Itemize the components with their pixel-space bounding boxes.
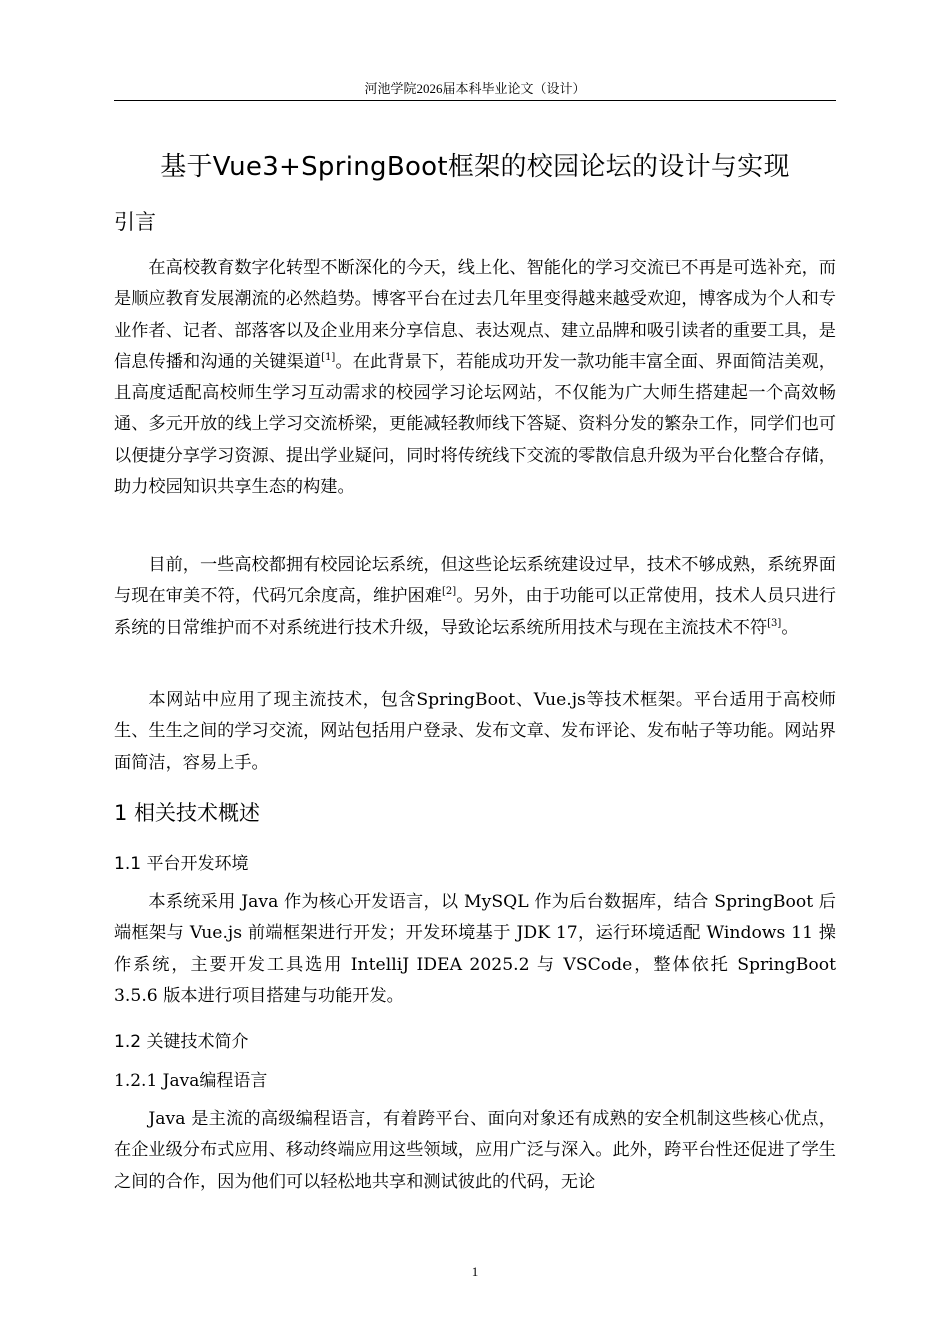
intro-p2-text-mid: 。另外，由于功能可以正常使用，技术人员只进行系统的日常维护而不对系统进行技术升级，导致论坛系统所用技术与现在主流技术不符 xyxy=(114,586,836,638)
intro-paragraph-1 xyxy=(114,253,836,503)
intro-p1-text: 在高校教育数字化转型不断深化的今天，线上化、智能化的学习交流已不再是可选补充，而是顺应教育发展潮流的必然趋势。博客平台在过去几年里变得越来越受欢迎，博客成为个人和专业作者、记者、部落客以及企业用来分享信息、表达观点、建立品牌和吸引读者的重要工具，是信息传播和沟通的关键渠道 xyxy=(114,258,836,372)
section-1-1-paragraph: 本系统采用 Java 作为核心开发语言，以 MySQL 作为后台数据库，结合 SpringBoot 后端框架与 Vue.js 前端框架进行开发；开发环境基于 JDK 17，运行环境适配 Windows 11 操作系统，主要开发工具选用 IntelliJ IDEA 2025.2 与 VSCode，整体依托 SpringBoot 3.5.6 版本进行项目搭建与功能开发。 xyxy=(114,892,836,1006)
section-1-2-1-heading: 1.2.1 Java编程语言 xyxy=(114,1071,268,1091)
section-1-2-1-paragraph: Java 是主流的高级编程语言，有着跨平台、面向对象还有成熟的安全机制这些核心优点，在企业级分布式应用、移动终端应用这些领域，应用广泛与深入。此外，跨平台性还促进了学生之间的合作，因为他们可以轻松地共享和测试彼此的代码，无论 xyxy=(114,1109,836,1192)
section-1-2-heading: 1.2 关键技术简介 xyxy=(114,1032,249,1052)
citation-2: [2] xyxy=(442,586,457,598)
citation-3: [3] xyxy=(767,617,782,629)
section-1-heading: 1 相关技术概述 xyxy=(114,801,261,825)
intro-paragraph-2 xyxy=(114,550,836,644)
intro-paragraph-3: 本网站中应用了现主流技术，包含SpringBoot、Vue.js等技术框架。平台适用于高校师生、生生之间的学习交流，网站包括用户登录、发布文章、发布评论、发布帖子等功能。网站界面简洁，容易上手。 xyxy=(114,690,836,773)
document-title: 基于Vue3+SpringBoot框架的校园论坛的设计与实现 xyxy=(160,152,790,182)
header-rule xyxy=(114,100,836,101)
intro-p1-text-after: 。在此背景下，若能成功开发一款功能丰富全面、界面简洁美观，且高度适配高校师生学习互动需求的校园学习论坛网站，不仅能为广大师生搭建起一个高效畅通、多元开放的线上学习交流桥梁，更能减轻教师线下答疑、资料分发的繁杂工作，同学们也可以便捷分享学习资源、提出学业疑问，同时将传统线下交流的零散信息升级为平台化整合存储，助力校园知识共享生态的构建。 xyxy=(114,351,836,498)
intro-p2-text: 目前，一些高校都拥有校园论坛系统，但这些论坛系统建设过早，技术不够成熟，系统界面与现在审美不符，代码冗余度高，维护困难 xyxy=(114,555,836,607)
intro-heading: 引言 xyxy=(114,210,156,234)
page-header: 河池学院2026届本科毕业论文（设计） xyxy=(364,81,586,96)
section-1-1-heading: 1.1 平台开发环境 xyxy=(114,854,249,874)
citation-1: [1] xyxy=(321,351,336,363)
page-number: 1 xyxy=(471,1264,479,1279)
intro-p2-text-after: 。 xyxy=(781,617,799,638)
